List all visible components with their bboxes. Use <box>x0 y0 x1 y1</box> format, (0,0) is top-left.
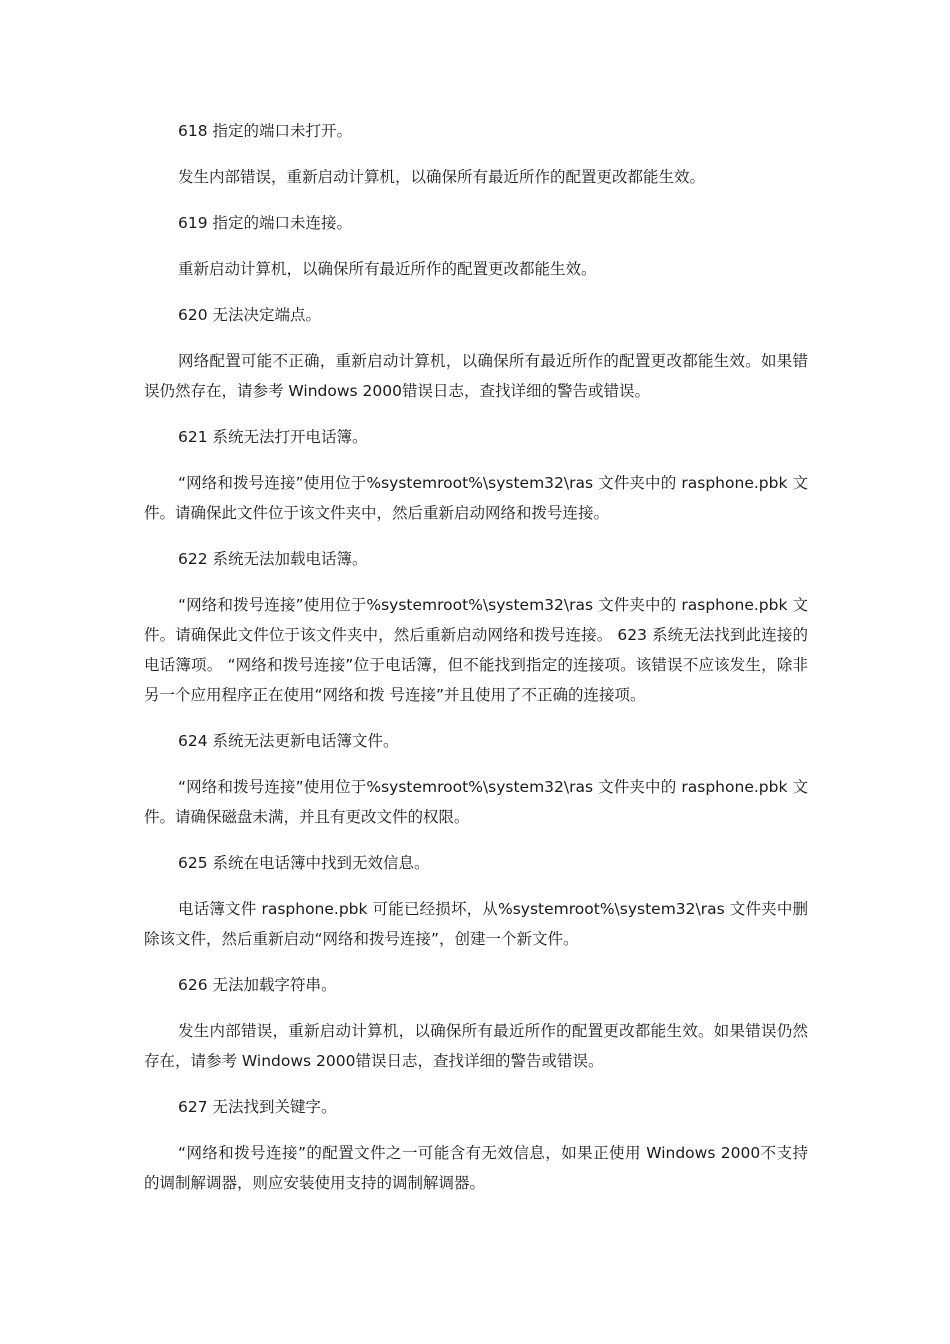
error-entry-618 <box>144 116 808 192</box>
error-entry-619 <box>144 208 808 284</box>
error-heading: 624 系统无法更新电话簿文件。 <box>178 732 399 750</box>
error-heading: 622 系统无法加载电话簿。 <box>178 550 368 568</box>
error-description: “网络和拨号连接”使用位于%systemroot%\system32\ras 文件夹中的 rasphone.pbk 文件。请确保此文件位于该文件夹中，然后重新启动网络和拨号连接。 <box>144 474 808 522</box>
error-description: 电话簿文件 rasphone.pbk 可能已经损坏，从%systemroot%\system32\ras 文件夹中删除该文件，然后重新启动“网络和拨号连接”，创建一个新文件。 <box>144 900 808 948</box>
error-description: 发生内部错误，重新启动计算机，以确保所有最近所作的配置更改都能生效。如果错误仍然存在，请参考 Windows 2000错误日志，查找详细的警告或错误。 <box>144 1022 808 1070</box>
error-entry-626 <box>144 970 808 1076</box>
document-body <box>144 116 808 1214</box>
error-heading: 618 指定的端口未打开。 <box>178 122 353 140</box>
error-entry-621 <box>144 422 808 528</box>
error-heading: 619 指定的端口未连接。 <box>178 214 353 232</box>
error-heading: 627 无法找到关键字。 <box>178 1098 337 1116</box>
error-heading: 626 无法加载字符串。 <box>178 976 337 994</box>
error-description: “网络和拨号连接”的配置文件之一可能含有无效信息，如果正使用 Windows 2000不支持的调制解调器，则应安装使用支持的调制解调器。 <box>144 1144 808 1192</box>
error-entry-625 <box>144 848 808 954</box>
error-description: 网络配置可能不正确，重新启动计算机，以确保所有最近所作的配置更改都能生效。如果错误仍然存在，请参考 Windows 2000错误日志，查找详细的警告或错误。 <box>144 352 808 400</box>
error-entry-627 <box>144 1092 808 1198</box>
error-heading: 625 系统在电话簿中找到无效信息。 <box>178 854 430 872</box>
error-entry-620 <box>144 300 808 406</box>
error-description: 重新启动计算机，以确保所有最近所作的配置更改都能生效。 <box>178 260 597 278</box>
error-description: 发生内部错误，重新启动计算机，以确保所有最近所作的配置更改都能生效。 <box>178 168 706 186</box>
error-entry-624 <box>144 726 808 832</box>
error-description: “网络和拨号连接”使用位于%systemroot%\system32\ras 文件夹中的 rasphone.pbk 文 件。请确保此文件位于该文件夹中，然后重新启动网络和拨号连接。 623 系统无法找到此连接的电话簿项。 “网络和拨号连接”位于电话簿，但不能找到指定的连接项。该错误不应该发生，除非另一个应用程序正在使用“网络和拨 号连接”并且使用了不正确的连接项。 <box>144 596 808 704</box>
error-entry-622 <box>144 544 808 710</box>
error-heading: 621 系统无法打开电话簿。 <box>178 428 368 446</box>
error-heading: 620 无法决定端点。 <box>178 306 322 324</box>
error-description: “网络和拨号连接”使用位于%systemroot%\system32\ras 文件夹中的 rasphone.pbk 文件。请确保磁盘未满，并且有更改文件的权限。 <box>144 778 808 826</box>
